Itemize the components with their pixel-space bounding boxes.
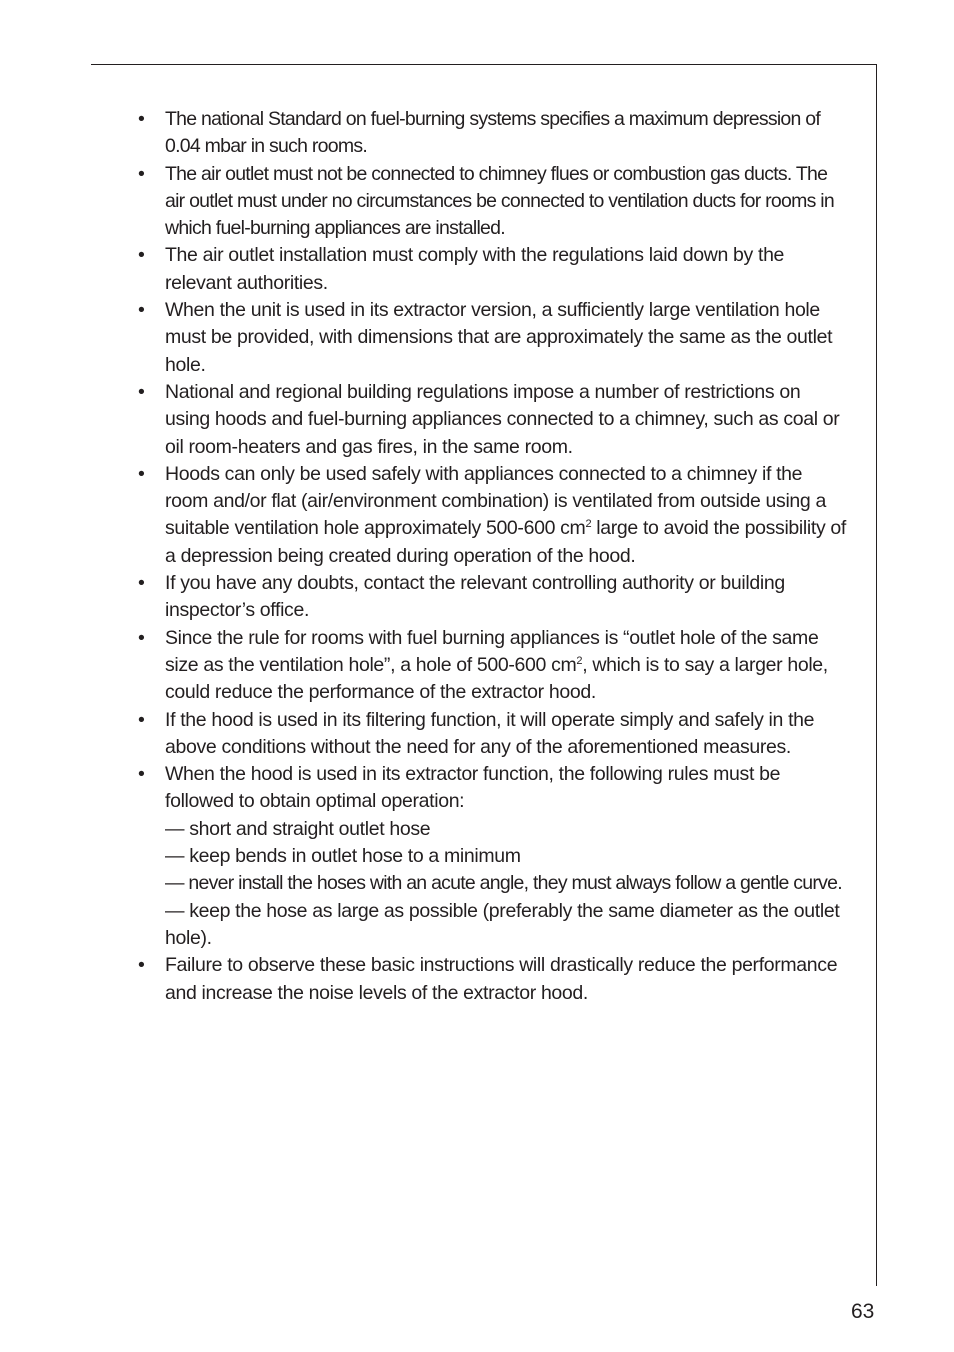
bullet-icon: • (138, 708, 145, 731)
bullet-icon: • (138, 299, 145, 322)
page-number: 63 (851, 1300, 875, 1323)
list-item-text (165, 627, 828, 704)
list-item (138, 625, 848, 707)
list-item-text-part: Hoods can only be used safely with appliances connected to a chimney if the room and/or flat (air/environment combination) is ventilated from outside using a suitable ventilation hole approximately 500-600 cm (165, 462, 826, 540)
page-content (138, 106, 848, 1007)
bullet-icon: • (138, 244, 145, 267)
list-item (138, 761, 848, 952)
list-item (138, 379, 848, 461)
bullet-icon: • (138, 462, 145, 485)
list-item-text: If the hood is used in its filtering function, it will operate simply and safely in the above conditions without the need for any of the aforementioned measures. (165, 708, 815, 758)
bullet-icon: • (138, 380, 145, 403)
list-item (138, 461, 848, 570)
bullet-icon: • (138, 954, 145, 977)
list-item-text: Failure to observe these basic instructions will drastically reduce the performance and increase the noise levels of the extractor hood. (165, 954, 838, 1004)
list-item (138, 570, 848, 625)
list-item (138, 707, 848, 762)
bullet-list (138, 106, 848, 1007)
list-item (138, 952, 848, 1007)
list-item (138, 161, 848, 243)
list-item-text: The air outlet must not be connected to chimney flues or combustion gas ducts. The air outlet must under no circumstances be connected to ventilation ducts for rooms in which fuel-burning appliances are installed. (165, 162, 834, 240)
list-item-text: National and regional building regulations impose a number of restrictions on using hoods and fuel-burning appliances connected to a chimney, such as coal or oil room-heaters and gas fires, in the same room. (165, 380, 840, 458)
list-item (138, 106, 848, 161)
bullet-icon: • (138, 108, 145, 130)
bullet-icon: • (138, 162, 145, 185)
sub-list-item: — keep bends in outlet hose to a minimum (165, 845, 521, 868)
list-item-text-part: large to avoid the possibility of a depression being created during operation of the hood. (165, 517, 846, 567)
top-rule-line (91, 64, 877, 65)
list-item (138, 297, 848, 379)
sub-list-item: — never install the hoses with an acute angle, they must always follow a gentle curve. (165, 872, 842, 895)
list-item-text-part: Since the rule for rooms with fuel burning appliances is “outlet hole of the same size as the ventilation hole”, a hole of 500-600 cm (165, 626, 819, 676)
sub-list-item: — keep the hose as large as possible (preferably the same diameter as the outlet hole). (165, 899, 840, 949)
list-item-text: When the hood is used in its extractor function, the following rules must be followed to obtain optimal operation: (165, 763, 781, 813)
bullet-icon: • (138, 763, 145, 786)
list-item-text: The national Standard on fuel-burning systems specifies a maximum depression of 0.04 mbar in such rooms. (165, 108, 821, 158)
right-margin-line (876, 64, 877, 1286)
list-item-text-part: , which is to say a larger hole, could reduce the performance of the extractor hood. (165, 653, 828, 704)
list-item-text: If you have any doubts, contact the relevant controlling authority or building inspector’s office. (165, 572, 785, 622)
list-item-text: The air outlet installation must comply with the regulations laid down by the relevant authorities. (165, 244, 785, 294)
list-item-text (165, 463, 846, 567)
superscript-unit: 2 (585, 518, 592, 531)
sub-list-item: — short and straight outlet hose (165, 817, 431, 840)
bullet-icon: • (138, 626, 145, 649)
superscript-unit: 2 (576, 654, 583, 667)
list-item (138, 242, 848, 297)
list-item-text: When the unit is used in its extractor version, a sufficiently large ventilation hole must be provided, with dimensions that are approximately the same as the outlet hole. (165, 299, 833, 376)
bullet-icon: • (138, 572, 145, 595)
